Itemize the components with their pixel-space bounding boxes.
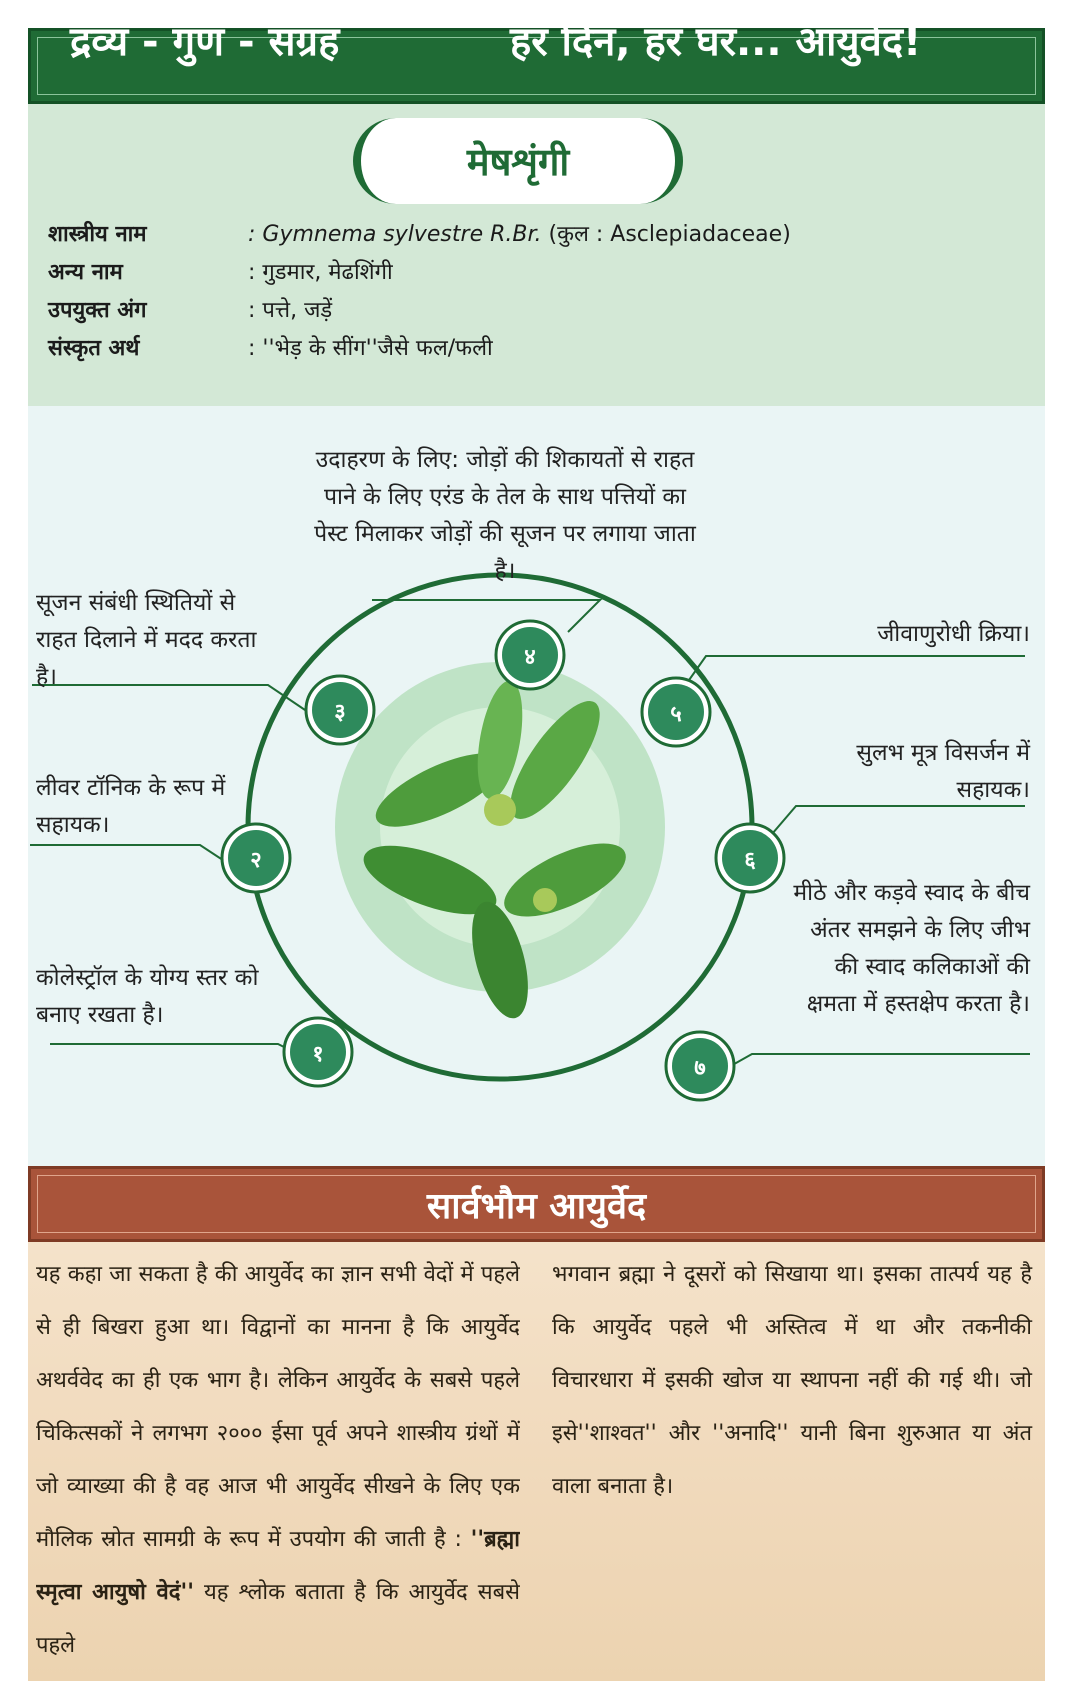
shloka-quote: ''ब्रह्मा स्मृत्वा आयुषो वेदं'' [36, 1527, 520, 1605]
section-column-right: भगवान ब्रह्मा ने दूसरों को सिखाया था। इसका तात्पर्य यह है कि आयुर्वेद पहले भी अस्तित्व में था और तकनीकी विचारधारा में इसकी खोज या स्थापना नहीं की गई थी। जो इसे''शाश्वत'' और ''अनादि'' यानी बिना शुरुआत या अंत वाला बनाता है। [552, 1262, 1032, 1499]
info-value-sanskrit-meaning: : ''भेड़ के सींग''जैसे फल/फली [248, 336, 493, 361]
herb-name-pill: मेषशृंगी [353, 118, 683, 204]
node-7-number: ७ [694, 1056, 706, 1081]
node-5-number: ५ [670, 702, 682, 727]
section-column-left-text: यह कहा जा सकता है की आयुर्वेद का ज्ञान सभी वेदों में पहले से ही बिखरा हुआ था। विद्वानों का मानना है कि आयुर्वेद अथर्ववेद का ही एक भाग है। लेकिन आयुर्वेद के सबसे पहले चिकित्सकों ने लगभग २००० ईसा पूर्व अपने शास्त्रीय ग्रंथों में जो व्याख्या की है वह आज भी आयुर्वेद सीखने के लिए एक मौलिक स्रोत सामग्री के रूप में उपयोग की जाती है : [36, 1262, 520, 1552]
point-7-text: मीठे और कड़वे स्वाद के बीच अंतर समझने के लिए जीभ की स्वाद कलिकाओं की क्षमता में हस्तक्षेप करता है। [793, 880, 1030, 1017]
section-column-left-tail: यह श्लोक बताता है कि आयुर्वेद सबसे पहले [36, 1580, 520, 1658]
node-4-number: ४ [524, 645, 536, 670]
point-3-text: सूजन संबंधी स्थितियों से राहत दिलाने में मदद करता है। [36, 590, 257, 690]
info-value-other-names: : गुडमार, मेढशिंगी [248, 260, 393, 285]
header-right-title: हर दिन, हर घर... आयुर्वेद! [510, 19, 922, 65]
point-2-text: लीवर टॉनिक के रूप में सहायक। [36, 775, 226, 838]
node-6-number: ६ [744, 848, 756, 873]
node-3-number: ३ [334, 700, 346, 725]
info-label-other-names: अन्य नाम [48, 260, 123, 285]
info-label-useful-parts: उपयुक्त अंग [48, 298, 147, 323]
header-left-title: द्रव्य - गुण - संग्रह [70, 19, 340, 65]
point-5-text: जीवाणुरोधी क्रिया। [877, 621, 1030, 647]
node-1-number: १ [312, 1042, 324, 1067]
section-title: सार्वभौम आयुर्वेद [426, 1186, 647, 1227]
point-6-text: सुलभ मूत्र विसर्जन में सहायक। [856, 740, 1030, 803]
section-column-left [36, 1248, 520, 1673]
point-1-text: कोलेस्ट्रॉल के योग्य स्तर को बनाए रखता है। [36, 965, 259, 1028]
info-label-sanskrit-meaning: संस्कृत अर्थ [48, 336, 140, 361]
point-4-text: उदाहरण के लिए: जोड़ों की शिकायतों से राहत पाने के लिए एरंड के तेल के साथ पत्तियों का पेस्ट मिलाकर जोड़ों की सूजन पर लगाया जाता है। [314, 447, 696, 584]
node-2-number: २ [250, 848, 262, 873]
info-label-scientific-name: शास्त्रीय नाम [48, 222, 147, 247]
info-value-useful-parts: : पत्ते, जड़ें [248, 298, 333, 323]
info-value-scientific-name: : Gymnema sylvestre R.Br. (कुल : Asclepiadaceae) [248, 222, 791, 247]
